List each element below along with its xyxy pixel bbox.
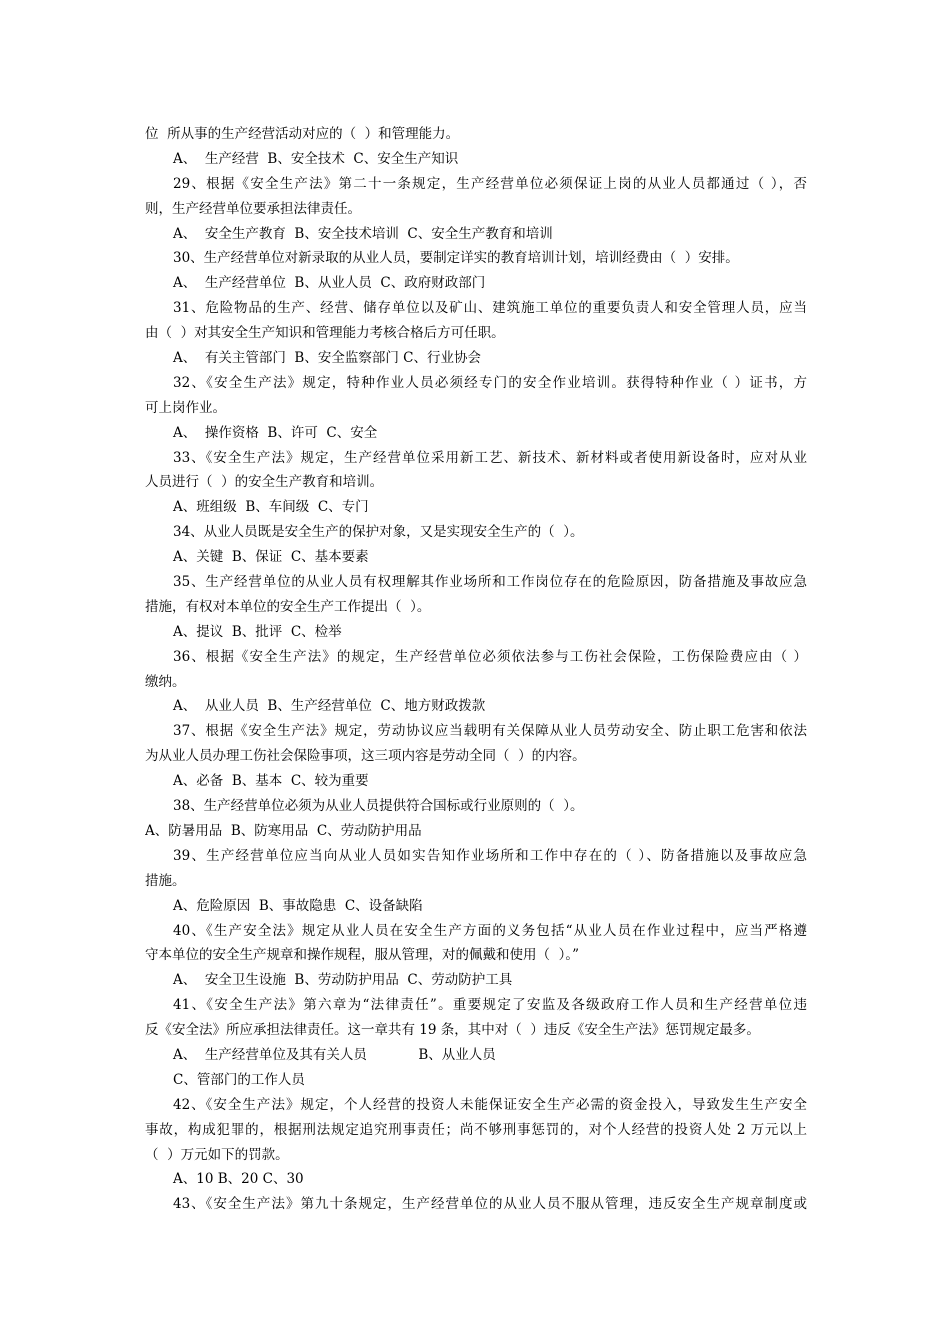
- text-line: （ ）万元如下的罚款。: [145, 1146, 289, 1163]
- text-line: A、关键 B、保证 C、基本要素: [173, 549, 369, 566]
- text-line: 由（ ）对其安全生产知识和管理能力考核合格后方可任职。: [145, 325, 505, 342]
- text-line: 39、生产经营单位应当向从业人员如实告知作业场所和工作中存在的（ ）、防备措施以及事故应急: [173, 847, 807, 864]
- text-line: 37、根据《安全生产法》规定，劳动协议应当载明有关保障从业人员劳动安全、防止职工危害和依法: [173, 723, 807, 740]
- text-line: A、提议 B、批评 C、检举: [173, 623, 342, 640]
- text-line: 29、根据《安全生产法》第二十一条规定，生产经营单位必须保证上岗的从业人员都通过（ ），否: [173, 175, 807, 192]
- text-line: 措施。: [145, 872, 186, 889]
- text-line: 事故，构成犯罪的，根据刑法规定追究刑事责任；尚不够刑事惩罚的，对个人经营的投资人处 2 万元以上: [145, 1121, 807, 1138]
- text-line: 40、《生产安全法》规定从业人员在安全生产方面的义务包括“从业人员在作业过程中，应当严格遵: [173, 922, 807, 939]
- text-line: 可上岗作业。: [145, 399, 226, 416]
- text-line: A、 操作资格 B、许可 C、安全: [173, 424, 378, 441]
- text-line: 位 所从事的生产经营活动对应的（ ）和管理能力。: [145, 126, 460, 142]
- text-line: 缴纳。: [145, 673, 186, 690]
- text-line: A、班组级 B、车间级 C、专门: [173, 499, 369, 516]
- text-line: 则，生产经营单位要承担法律责任。: [145, 200, 361, 217]
- text-line: A、防暑用品 B、防寒用品 C、劳动防护用品: [145, 822, 422, 839]
- text-line: 30、生产经营单位对新录取的从业人员，要制定详实的教育培训计划，培训经费由（ ）安排。: [173, 250, 739, 267]
- text-line: A、 生产经营单位及其有关人员 B、从业人员: [173, 1046, 496, 1063]
- text-line: 38、生产经营单位必须为从业人员提供符合国标或行业原则的（ ）。: [173, 798, 584, 815]
- text-line: 34、从业人员既是安全生产的保护对象，又是实现安全生产的（ ）。: [173, 524, 584, 541]
- text-line: 反《安全法》所应承担法律责任。这一章共有 19 条，其中对（ ）违反《安全生产法》惩罚规定最多。: [145, 1022, 760, 1039]
- text-line: A、 安全卫生设施 B、劳动防护用品 C、劳动防护工具: [173, 972, 513, 989]
- text-line: 36、根据《安全生产法》的规定，生产经营单位必须依法参与工伤社会保险，工伤保险费应由（ ）: [173, 648, 807, 665]
- text-line: A、 生产经营单位 B、从业人员 C、政府财政部门: [173, 275, 486, 292]
- text-line: A、 安全生产教育 B、安全技术培训 C、安全生产教育和培训: [173, 225, 553, 242]
- text-line: 守本单位的安全生产规章和操作规程，服从管理，对的佩戴和使用（ ）。”: [145, 947, 579, 964]
- document-page: [145, 122, 807, 1217]
- text-line: 32、《安全生产法》规定，特种作业人员必须经专门的安全作业培训。获得特种作业（ ）证书，方: [173, 374, 807, 391]
- text-line: 为从业人员办理工伤社会保险事项，这三项内容是劳动全同（ ）的内容。: [145, 748, 586, 765]
- text-line: A、必备 B、基本 C、较为重要: [173, 773, 369, 790]
- text-line: 31、危险物品的生产、经营、储存单位以及矿山、建筑施工单位的重要负责人和安全管理人员，应当: [173, 300, 807, 317]
- text-line: 42、《安全生产法》规定，个人经营的投资人未能保证安全生产必需的资金投入，导致发生生产安全: [173, 1096, 807, 1113]
- text-line: 措施，有权对本单位的安全生产工作提出（ ）。: [145, 598, 431, 615]
- text-line: A、危险原因 B、事故隐患 C、设备缺陷: [173, 897, 423, 914]
- text-line: 35、生产经营单位的从业人员有权理解其作业场所和工作岗位存在的危险原因，防备措施及事故应急: [173, 574, 807, 591]
- text-line: 33、《安全生产法》规定，生产经营单位采用新工艺、新技术、新材料或者使用新设备时，应对从业: [173, 449, 807, 466]
- text-line: A、 有关主管部门 B、安全监察部门 C、行业协会: [173, 350, 481, 367]
- text-line: A、10 B、20 C、30: [173, 1171, 304, 1188]
- text-line: A、 生产经营 B、安全技术 C、安全生产知识: [173, 150, 459, 167]
- text-line: C、管部门的工作人员: [173, 1071, 305, 1088]
- text-line: A、 从业人员 B、生产经营单位 C、地方财政拨款: [173, 698, 486, 715]
- text-line: 43、《安全生产法》第九十条规定，生产经营单位的从业人员不服从管理，违反安全生产规章制度或: [173, 1196, 807, 1213]
- text-line: 41、《安全生产法》第六章为“法律责任”。重要规定了安监及各级政府工作人员和生产经营单位违: [173, 997, 807, 1014]
- text-line: 人员进行（ ）的安全生产教育和培训。: [145, 474, 384, 491]
